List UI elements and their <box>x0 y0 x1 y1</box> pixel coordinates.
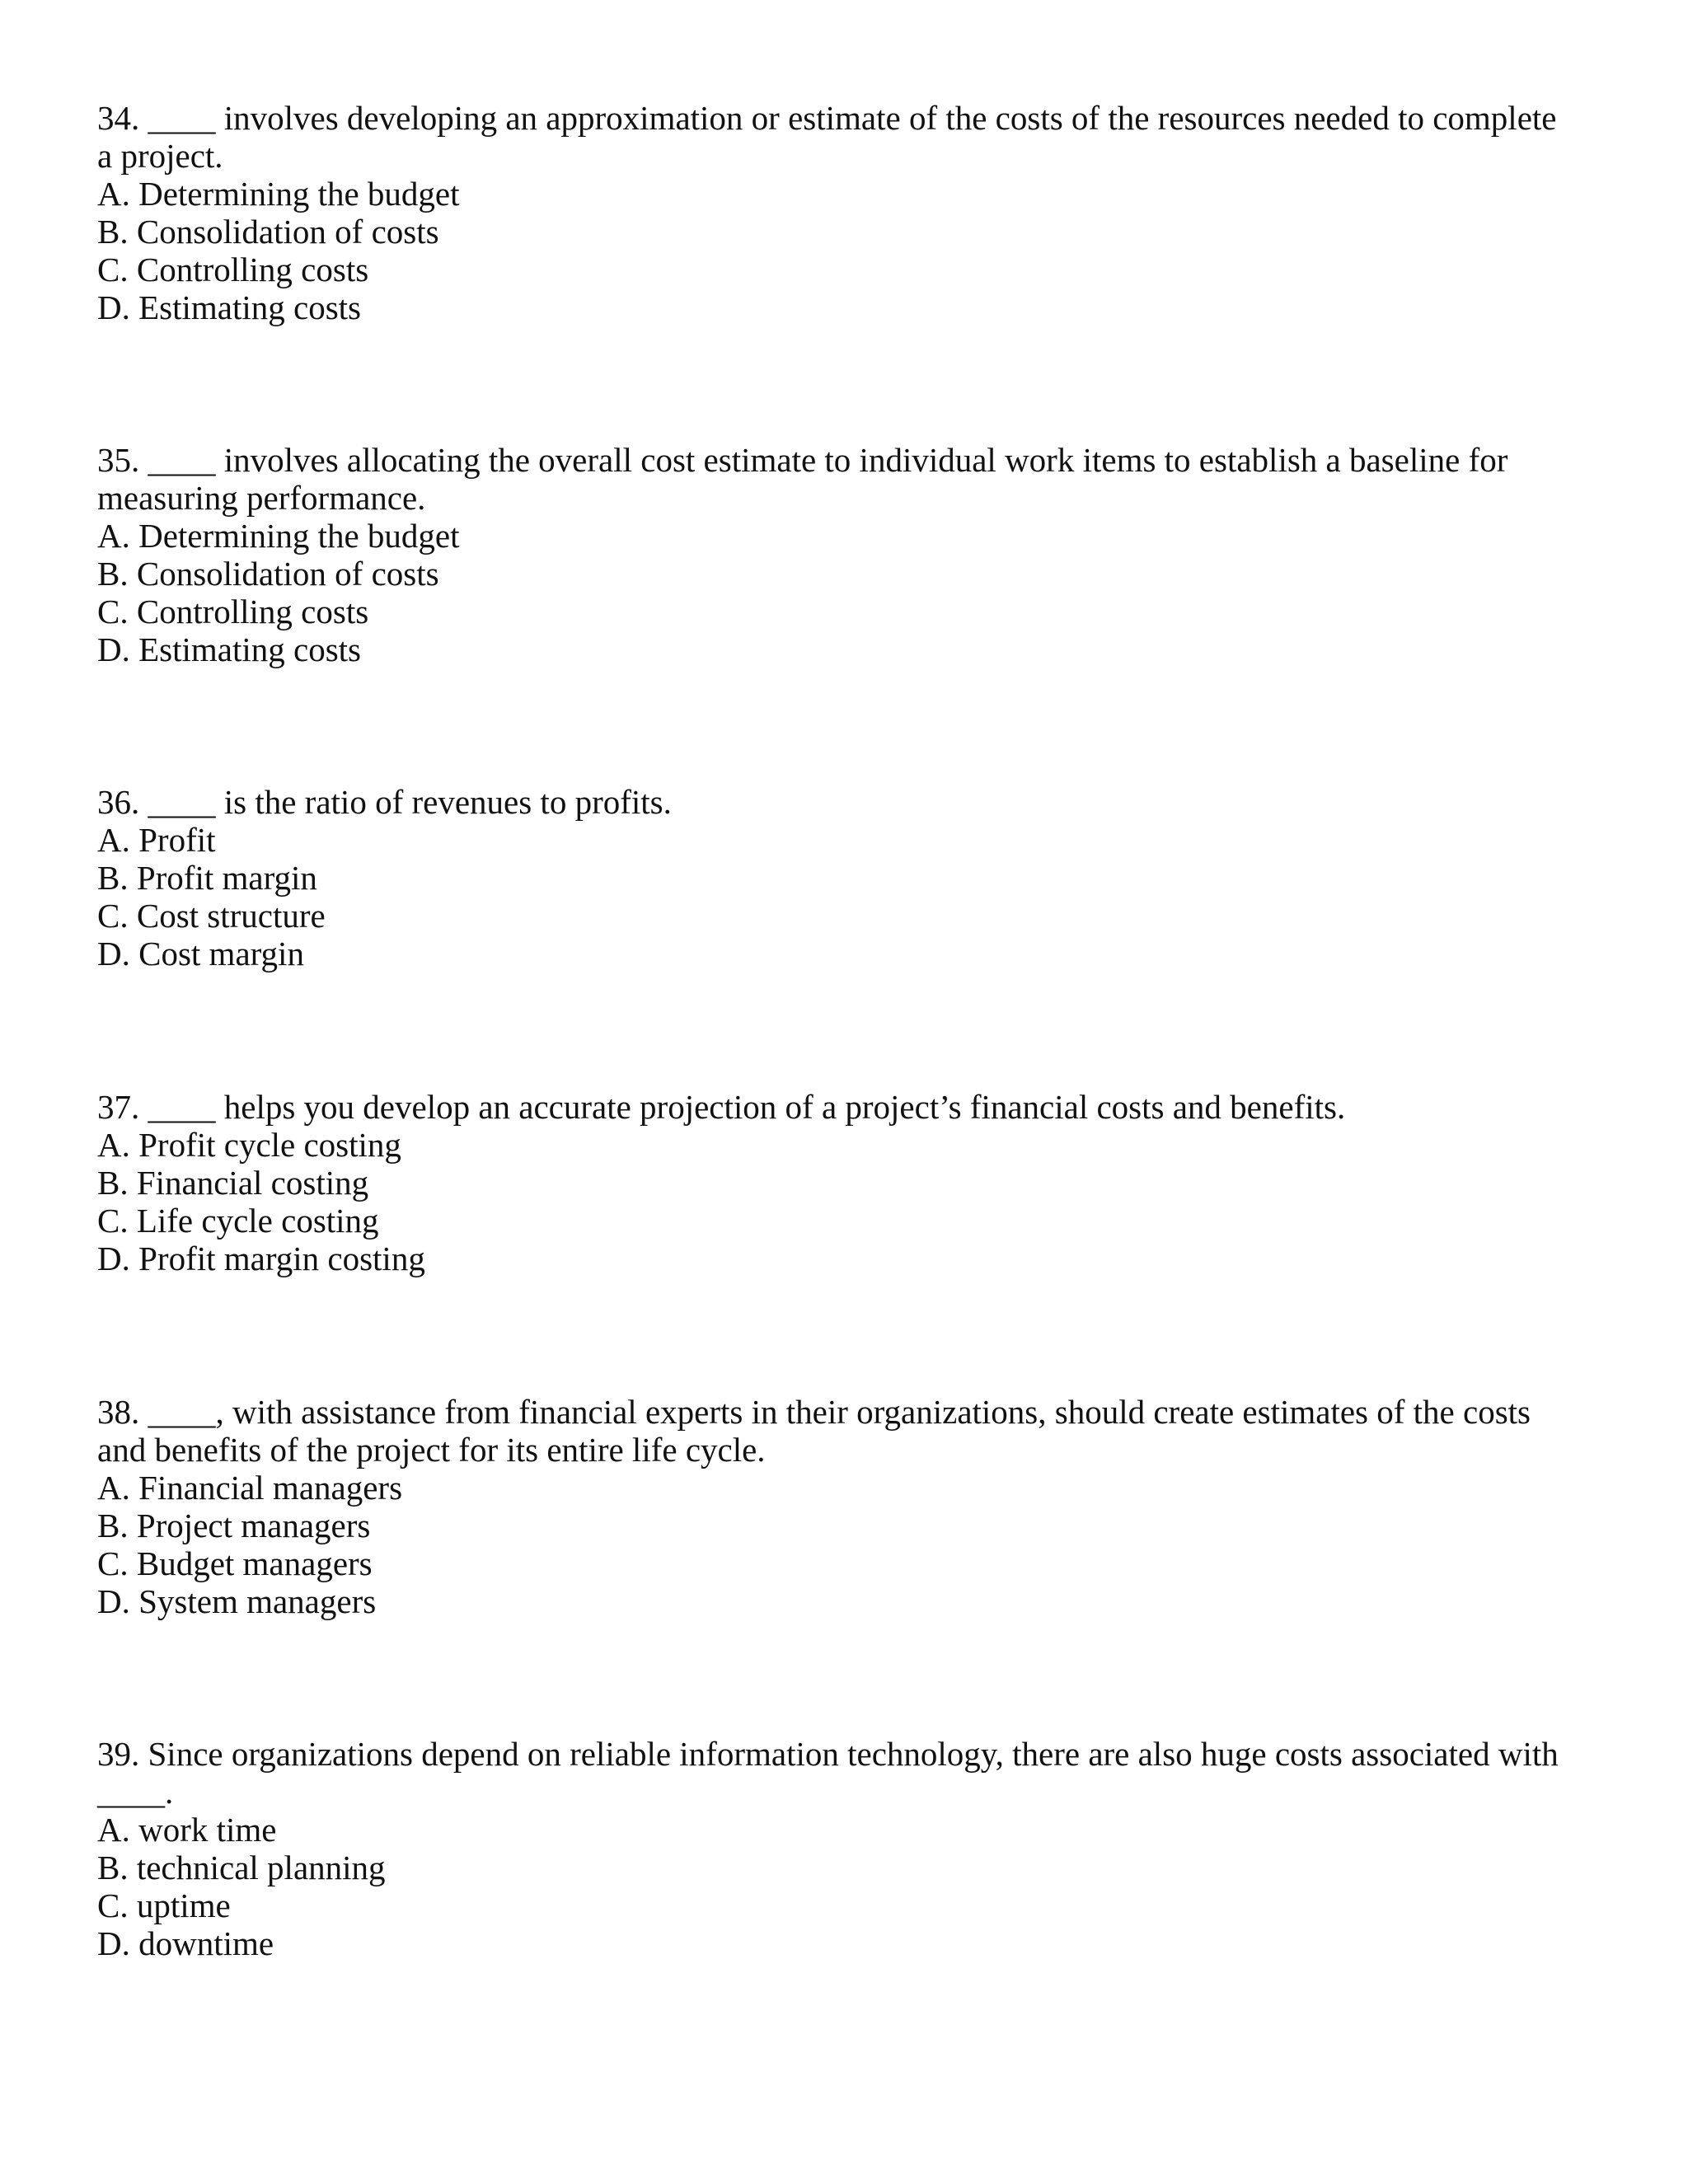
question-38 <box>97 1393 1564 1620</box>
option-b: B. Project managers <box>97 1507 371 1544</box>
option-a: A. Financial managers <box>97 1469 403 1507</box>
option-c: C. Cost structure <box>97 897 326 935</box>
option-d: D. downtime <box>97 1924 274 1962</box>
question-39 <box>97 1735 1564 1962</box>
option-d: D. Estimating costs <box>97 630 362 668</box>
question-34 <box>97 99 1564 326</box>
option-a: A. Determining the budget <box>97 175 460 213</box>
question-stem: 37. ____ helps you develop an accurate projection of a project’s financial costs and benefits. <box>97 1088 1346 1126</box>
question-stem: 35. ____ involves allocating the overall cost estimate to individual work items to establish a baseline for measuring performance. <box>97 441 1508 517</box>
option-c: C. Controlling costs <box>97 593 369 630</box>
option-d: D. Profit margin costing <box>97 1240 425 1277</box>
option-c: C. uptime <box>97 1886 231 1924</box>
option-a: A. Determining the budget <box>97 517 460 555</box>
question-35 <box>97 441 1564 668</box>
option-b: B. Consolidation of costs <box>97 213 439 251</box>
option-c: C. Budget managers <box>97 1544 373 1582</box>
question-37 <box>97 1088 1564 1277</box>
option-a: A. Profit <box>97 821 216 859</box>
option-c: C. Life cycle costing <box>97 1202 379 1240</box>
option-b: B. Consolidation of costs <box>97 555 439 593</box>
option-d: D. System managers <box>97 1582 377 1620</box>
option-d: D. Estimating costs <box>97 288 362 326</box>
question-stem: 38. ____, with assistance from financial experts in their organizations, should create estimates of the costs and benefits of the project for its entire life cycle. <box>97 1393 1531 1469</box>
option-d: D. Cost margin <box>97 935 304 972</box>
question-stem: 34. ____ involves developing an approximation or estimate of the costs of the resources needed to complete a project. <box>97 99 1557 175</box>
option-c: C. Controlling costs <box>97 251 369 288</box>
option-a: A. Profit cycle costing <box>97 1126 401 1164</box>
option-a: A. work time <box>97 1811 277 1849</box>
question-stem: 36. ____ is the ratio of revenues to profits. <box>97 783 672 821</box>
question-36 <box>97 783 1564 972</box>
option-b: B. technical planning <box>97 1849 386 1886</box>
option-b: B. Financial costing <box>97 1164 369 1202</box>
question-stem: 39. Since organizations depend on reliable information technology, there are also huge costs associated with ____. <box>97 1735 1559 1811</box>
option-b: B. Profit margin <box>97 859 317 897</box>
